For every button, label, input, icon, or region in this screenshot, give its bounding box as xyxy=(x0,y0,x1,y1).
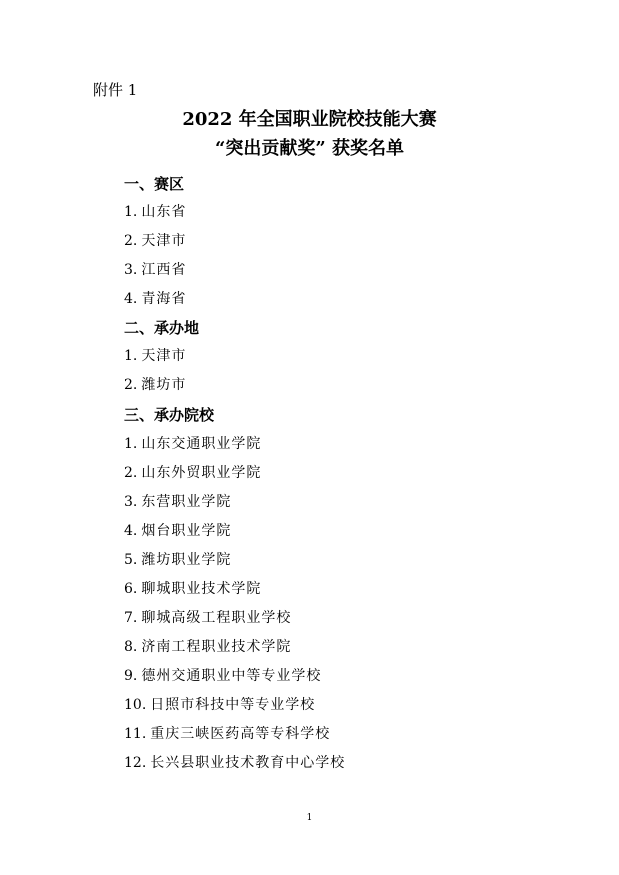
item-number: 7. xyxy=(124,610,138,626)
item-number: 4. xyxy=(124,523,138,539)
list-item xyxy=(124,666,321,686)
list-item xyxy=(124,492,231,512)
item-text: 天津市 xyxy=(141,348,187,364)
list-item xyxy=(124,289,186,309)
item-text: 江西省 xyxy=(141,262,187,278)
document-title: 2022 年全国职业院校技能大赛 xyxy=(182,109,437,130)
item-text: 聊城高级工程职业学校 xyxy=(141,610,292,626)
item-text: 济南工程职业技术学院 xyxy=(141,639,292,655)
item-text: 聊城职业技术学院 xyxy=(141,581,262,597)
item-text: 潍坊职业学院 xyxy=(141,552,232,568)
list-item xyxy=(124,346,186,366)
item-text: 重庆三峡医药高等专科学校 xyxy=(150,726,331,742)
item-number: 1. xyxy=(124,204,138,220)
item-number: 6. xyxy=(124,581,138,597)
item-text: 山东外贸职业学院 xyxy=(141,465,262,481)
item-text: 山东省 xyxy=(141,204,187,220)
list-item xyxy=(124,375,186,395)
item-number: 9. xyxy=(124,668,138,684)
section-heading-competition-areas: 一、赛区 xyxy=(124,175,185,193)
item-number: 1. xyxy=(124,436,138,452)
list-item xyxy=(124,608,291,628)
item-text: 长兴县职业技术教育中心学校 xyxy=(150,755,346,771)
item-text: 天津市 xyxy=(141,233,187,249)
item-text: 东营职业学院 xyxy=(141,494,232,510)
list-item xyxy=(124,695,315,715)
attachment-label: 附件 1 xyxy=(93,81,138,99)
list-item xyxy=(124,724,330,744)
list-item xyxy=(124,463,261,483)
list-item xyxy=(124,521,231,541)
list-item xyxy=(124,753,345,773)
item-number: 5. xyxy=(124,552,138,568)
list-item xyxy=(124,434,261,454)
item-number: 4. xyxy=(124,291,138,307)
item-text: 日照市科技中等专业学校 xyxy=(150,697,316,713)
section-heading-host-cities: 二、承办地 xyxy=(124,319,200,337)
item-number: 3. xyxy=(124,262,138,278)
item-number: 11. xyxy=(124,726,147,742)
item-text: 德州交通职业中等专业学校 xyxy=(141,668,322,684)
item-text: 烟台职业学院 xyxy=(141,523,232,539)
item-number: 2. xyxy=(124,233,138,249)
list-item xyxy=(124,202,186,222)
item-text: 潍坊市 xyxy=(141,377,187,393)
document-subtitle: “突出贡献奖” 获奖名单 xyxy=(215,138,404,159)
item-number: 10. xyxy=(124,697,147,713)
item-number: 1. xyxy=(124,348,138,364)
item-text: 青海省 xyxy=(141,291,187,307)
item-number: 8. xyxy=(124,639,138,655)
list-item xyxy=(124,637,291,657)
item-number: 3. xyxy=(124,494,138,510)
page-number: 1 xyxy=(306,813,313,823)
list-item xyxy=(124,231,186,251)
item-text: 山东交通职业学院 xyxy=(141,436,262,452)
section-heading-host-schools: 三、承办院校 xyxy=(124,406,215,424)
item-number: 12. xyxy=(124,755,147,771)
item-number: 2. xyxy=(124,465,138,481)
item-number: 2. xyxy=(124,377,138,393)
list-item xyxy=(124,579,261,599)
list-item xyxy=(124,260,186,280)
list-item xyxy=(124,550,231,570)
